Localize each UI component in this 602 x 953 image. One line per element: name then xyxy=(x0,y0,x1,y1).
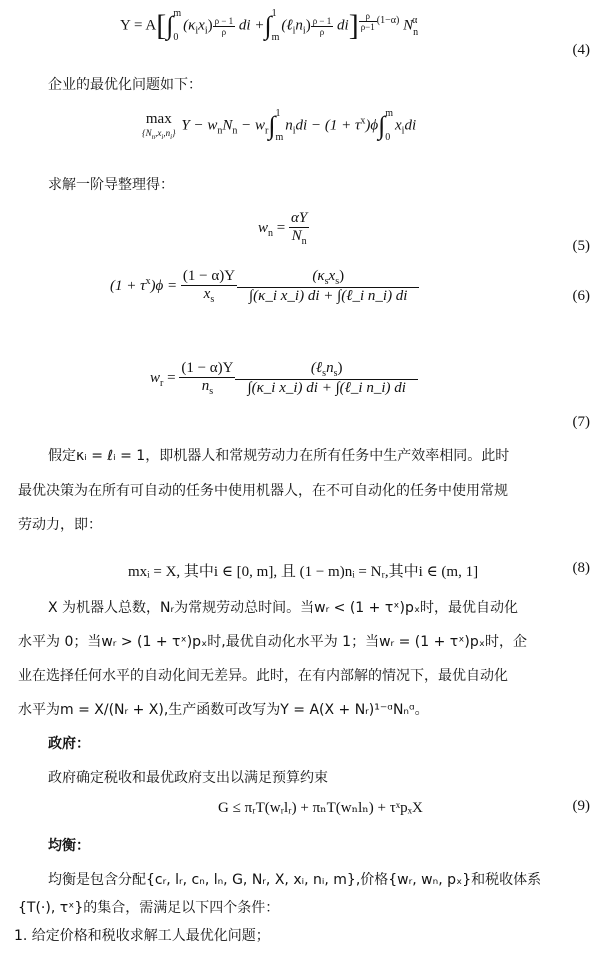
eq4-bracket-close: ] xyxy=(348,9,359,42)
max-sub-4: i xyxy=(161,132,164,141)
eq7-frac1 xyxy=(179,360,235,397)
equation-max xyxy=(140,108,416,144)
eq4-outer-frac xyxy=(359,11,377,32)
max-sub-1: {N xyxy=(142,128,152,139)
eq4-lim1-top: m xyxy=(173,8,182,19)
max-int2-bot: 0 xyxy=(385,132,391,143)
eq5-eq: = xyxy=(273,219,289,236)
equation-4-number: (4) xyxy=(572,42,590,58)
eq4-lim2-top: 1 xyxy=(271,8,277,19)
eq7-frac1-den xyxy=(179,378,235,397)
max-body4-sub: i xyxy=(292,125,296,137)
paragraph-2-line-1: X 为机器人总数，Nᵣ为常规劳动总时间。当wᵣ < (1 + τˣ)pₓ时，最优自动化 xyxy=(48,600,519,616)
eq6-frac1 xyxy=(181,268,237,305)
eq7-frac2-den: ∫(κ_i x_i) di + ∫(ℓ_i n_i) di xyxy=(247,380,406,396)
eq7-frac1-den-text: n xyxy=(201,378,210,394)
eq6-frac2-num2-sub: s xyxy=(335,276,340,287)
eq4-sub-i: i xyxy=(195,25,199,37)
equilibrium-line-1: 均衡是包含分配{cᵣ, lᵣ, cₙ, lₙ, G, Nᵣ, X, xᵢ, nᵢ, m},价格{wᵣ, wₙ, pₓ}和税收体系 xyxy=(48,872,542,888)
equation-6 xyxy=(110,268,419,305)
eq5-den-text: N xyxy=(291,228,302,244)
equation-8: mxᵢ = X, 其中i ∈ [0, m], 且 (1 − m)nᵢ = Nᵣ,其中i ∈ (m, 1] xyxy=(128,564,479,580)
equilibrium-line-2: {T(·), τˣ}的集合，需满足以下四个条件： xyxy=(18,900,280,916)
text-optimization-intro: 企业的最优化问题如下： xyxy=(48,77,202,93)
eq4-term2: (ℓ xyxy=(281,17,293,34)
eq4-integral-1: ∫ xyxy=(166,11,174,40)
eq6-frac1-num: (1 − α)Y xyxy=(182,268,236,284)
equation-9: G ≤ πᵣT(wᵣlᵣ) + πₙT(wₙlₙ) + τˣpₓX xyxy=(218,800,423,816)
eq4-sub-i-2: i xyxy=(204,25,208,37)
eq7-eq: = xyxy=(163,369,180,386)
eq4-sub-i-3: i xyxy=(292,25,296,37)
eq4-N: N xyxy=(403,17,414,34)
eq5-den xyxy=(289,228,309,247)
max-sub-2: n xyxy=(151,132,156,141)
text-first-order-conditions: 求解一阶导整理得： xyxy=(48,177,174,193)
max-body5-sup: x xyxy=(360,115,366,127)
max-sub-6: i xyxy=(170,132,173,141)
paragraph-1-line-1: 假定κᵢ = ℓᵢ = 1，即机器人和常规劳动力在所有任务中生产效率相同。此时 xyxy=(48,448,510,464)
max-integral-1: ∫ xyxy=(268,111,276,140)
equation-5 xyxy=(258,210,309,247)
eq4-exp1-num: ρ − 1 xyxy=(214,15,234,26)
eq4-lim1-bot: 0 xyxy=(173,32,179,43)
paragraph-2-line-3: 业在选择任何水平的自动化间无差异。此时，在有内部解的情况下，最优自动化 xyxy=(18,668,508,684)
eq4-outer-tail: (1−α) xyxy=(376,15,400,27)
eq7-frac1-num: (1 − α)Y xyxy=(181,360,234,376)
eq4-lhs: Y = A xyxy=(120,17,157,34)
eq5-den-sub: n xyxy=(301,236,307,247)
eq6-frac1-den xyxy=(181,286,237,305)
eq4-N-sup: α xyxy=(412,15,418,27)
equation-6-number: (6) xyxy=(572,288,590,304)
eq7-frac2-num-sub: s xyxy=(322,368,327,379)
eq4-sub-i-4: i xyxy=(302,25,306,37)
eq6-frac2 xyxy=(237,268,419,305)
eq6-frac2-num xyxy=(237,268,419,288)
max-body2: N xyxy=(222,117,233,134)
eq6-frac2-num-a: (κ xyxy=(312,268,325,284)
paragraph-1-line-2: 最优决策为在所有可自动的任务中使用机器人，在不可自动化的任务中使用常规 xyxy=(18,483,508,499)
eq4-term1: (κ xyxy=(183,17,196,34)
eq4-x: x xyxy=(198,17,205,34)
equation-7-number: (7) xyxy=(572,414,590,430)
eq7-frac2-num2-sub: s xyxy=(333,368,338,379)
eq4-N-sub: n xyxy=(413,27,419,39)
eq6-frac1-den-text: x xyxy=(203,286,211,302)
max-int1-bot: m xyxy=(275,132,284,143)
max-body2-sub: n xyxy=(232,125,238,137)
max-body5: di − (1 + τ xyxy=(295,117,361,134)
eq7-frac1-den-sub: s xyxy=(209,386,214,397)
eq6-frac2-num-c: ) xyxy=(339,268,345,284)
max-body1-sub: n xyxy=(217,125,223,137)
eq6-frac1-den-sub: s xyxy=(210,294,215,305)
max-operator xyxy=(140,111,178,141)
eq6-frac2-den: ∫(κ_i x_i) di + ∫(ℓ_i n_i) di xyxy=(249,288,408,304)
eq7-frac2-num-a: (ℓ xyxy=(310,360,323,376)
eq4-exp1-den: ρ xyxy=(221,26,227,37)
eq4-exp-1 xyxy=(213,16,236,37)
paragraph-1-line-3: 劳动力，即： xyxy=(18,517,102,533)
max-body8: di xyxy=(404,117,417,134)
equation-7 xyxy=(150,360,418,397)
eq7-frac2-num-c: ) xyxy=(337,360,343,376)
eq4-bracket-open: [ xyxy=(156,9,167,42)
equation-5-number: (5) xyxy=(572,238,590,254)
eq6-frac2-num-b: x xyxy=(328,268,336,284)
eq4-integral-2: ∫ xyxy=(264,11,272,40)
eq4-close-2: ) xyxy=(305,17,311,34)
max-sub-3: ,x xyxy=(155,128,162,139)
eq4-n: n xyxy=(295,17,303,34)
government-text: 政府确定税收和最优政府支出以满足预算约束 xyxy=(48,770,328,786)
eq5-frac xyxy=(289,210,309,247)
max-body7: x xyxy=(395,117,402,134)
eq6-lhs2: )ϕ = xyxy=(150,277,181,294)
eq4-limits-1 xyxy=(173,8,181,44)
equation-9-number: (9) xyxy=(572,798,590,814)
max-int2-top: m xyxy=(385,108,393,119)
eq4-exp2-den: ρ xyxy=(319,26,325,37)
eq4-outer-den: ρ−1 xyxy=(360,21,375,32)
heading-equilibrium: 均衡： xyxy=(48,838,90,854)
max-integral-2: ∫ xyxy=(378,111,386,140)
eq7-frac2-num xyxy=(235,360,417,380)
eq4-limits-2 xyxy=(272,8,280,44)
max-sub-5: ,n xyxy=(163,128,171,139)
max-body4: n xyxy=(285,117,293,134)
max-label: max xyxy=(145,111,172,128)
eq7-frac2-num-b: n xyxy=(326,360,334,376)
eq4-di: di + xyxy=(238,17,265,34)
max-body7-sub: i xyxy=(401,125,405,137)
paragraph-2-line-4: 水平为m = X/(Nᵣ + X),生产函数可改写为Y = A(X + Nᵣ)¹⁻ᵅNₙᵅ。 xyxy=(18,702,429,718)
eq4-close: ) xyxy=(207,17,213,34)
max-body6: )ϕ xyxy=(365,117,379,134)
equation-8-number: (8) xyxy=(572,560,590,576)
eq4-lim2-bot: m xyxy=(271,32,280,43)
eq6-lhs: (1 + τ xyxy=(110,277,146,294)
eq6-frac2-num-sub: s xyxy=(324,276,329,287)
eq5-lhs-sub: n xyxy=(268,227,274,239)
max-int1-top: 1 xyxy=(275,108,281,119)
eq7-lhs-sub: r xyxy=(160,377,164,389)
equation-4 xyxy=(120,8,417,44)
eq5-num xyxy=(289,210,309,228)
eq4-di2: di xyxy=(337,17,349,34)
max-body3-sub: r xyxy=(265,125,269,137)
max-subscript xyxy=(140,128,178,141)
list-item-1: 1. 给定价格和税收求解工人最优化问题； xyxy=(14,928,270,944)
eq7-frac2 xyxy=(235,360,417,397)
eq5-lhs: w xyxy=(258,219,269,236)
eq7-lhs: w xyxy=(150,369,161,386)
eq6-lhs-sup: x xyxy=(145,275,151,287)
eq5-num-text: αY xyxy=(290,210,308,226)
max-sub-7: } xyxy=(172,128,176,139)
eq4-exp-2 xyxy=(311,16,334,37)
eq4-outer-exp xyxy=(359,10,400,32)
max-body3: − w xyxy=(237,117,266,134)
eq4-outer-num: ρ xyxy=(359,11,377,22)
eq4-exp2-num: ρ − 1 xyxy=(312,15,332,26)
max-body1: Y − w xyxy=(181,117,218,134)
max-limits-2 xyxy=(385,108,393,144)
paragraph-2-line-2: 水平为 0；当wᵣ > (1 + τˣ)pₓ时,最优自动化水平为 1；当wᵣ = (1 + τˣ)pₓ时，企 xyxy=(18,634,527,650)
max-limits-1 xyxy=(275,108,283,144)
heading-government: 政府： xyxy=(48,736,90,752)
